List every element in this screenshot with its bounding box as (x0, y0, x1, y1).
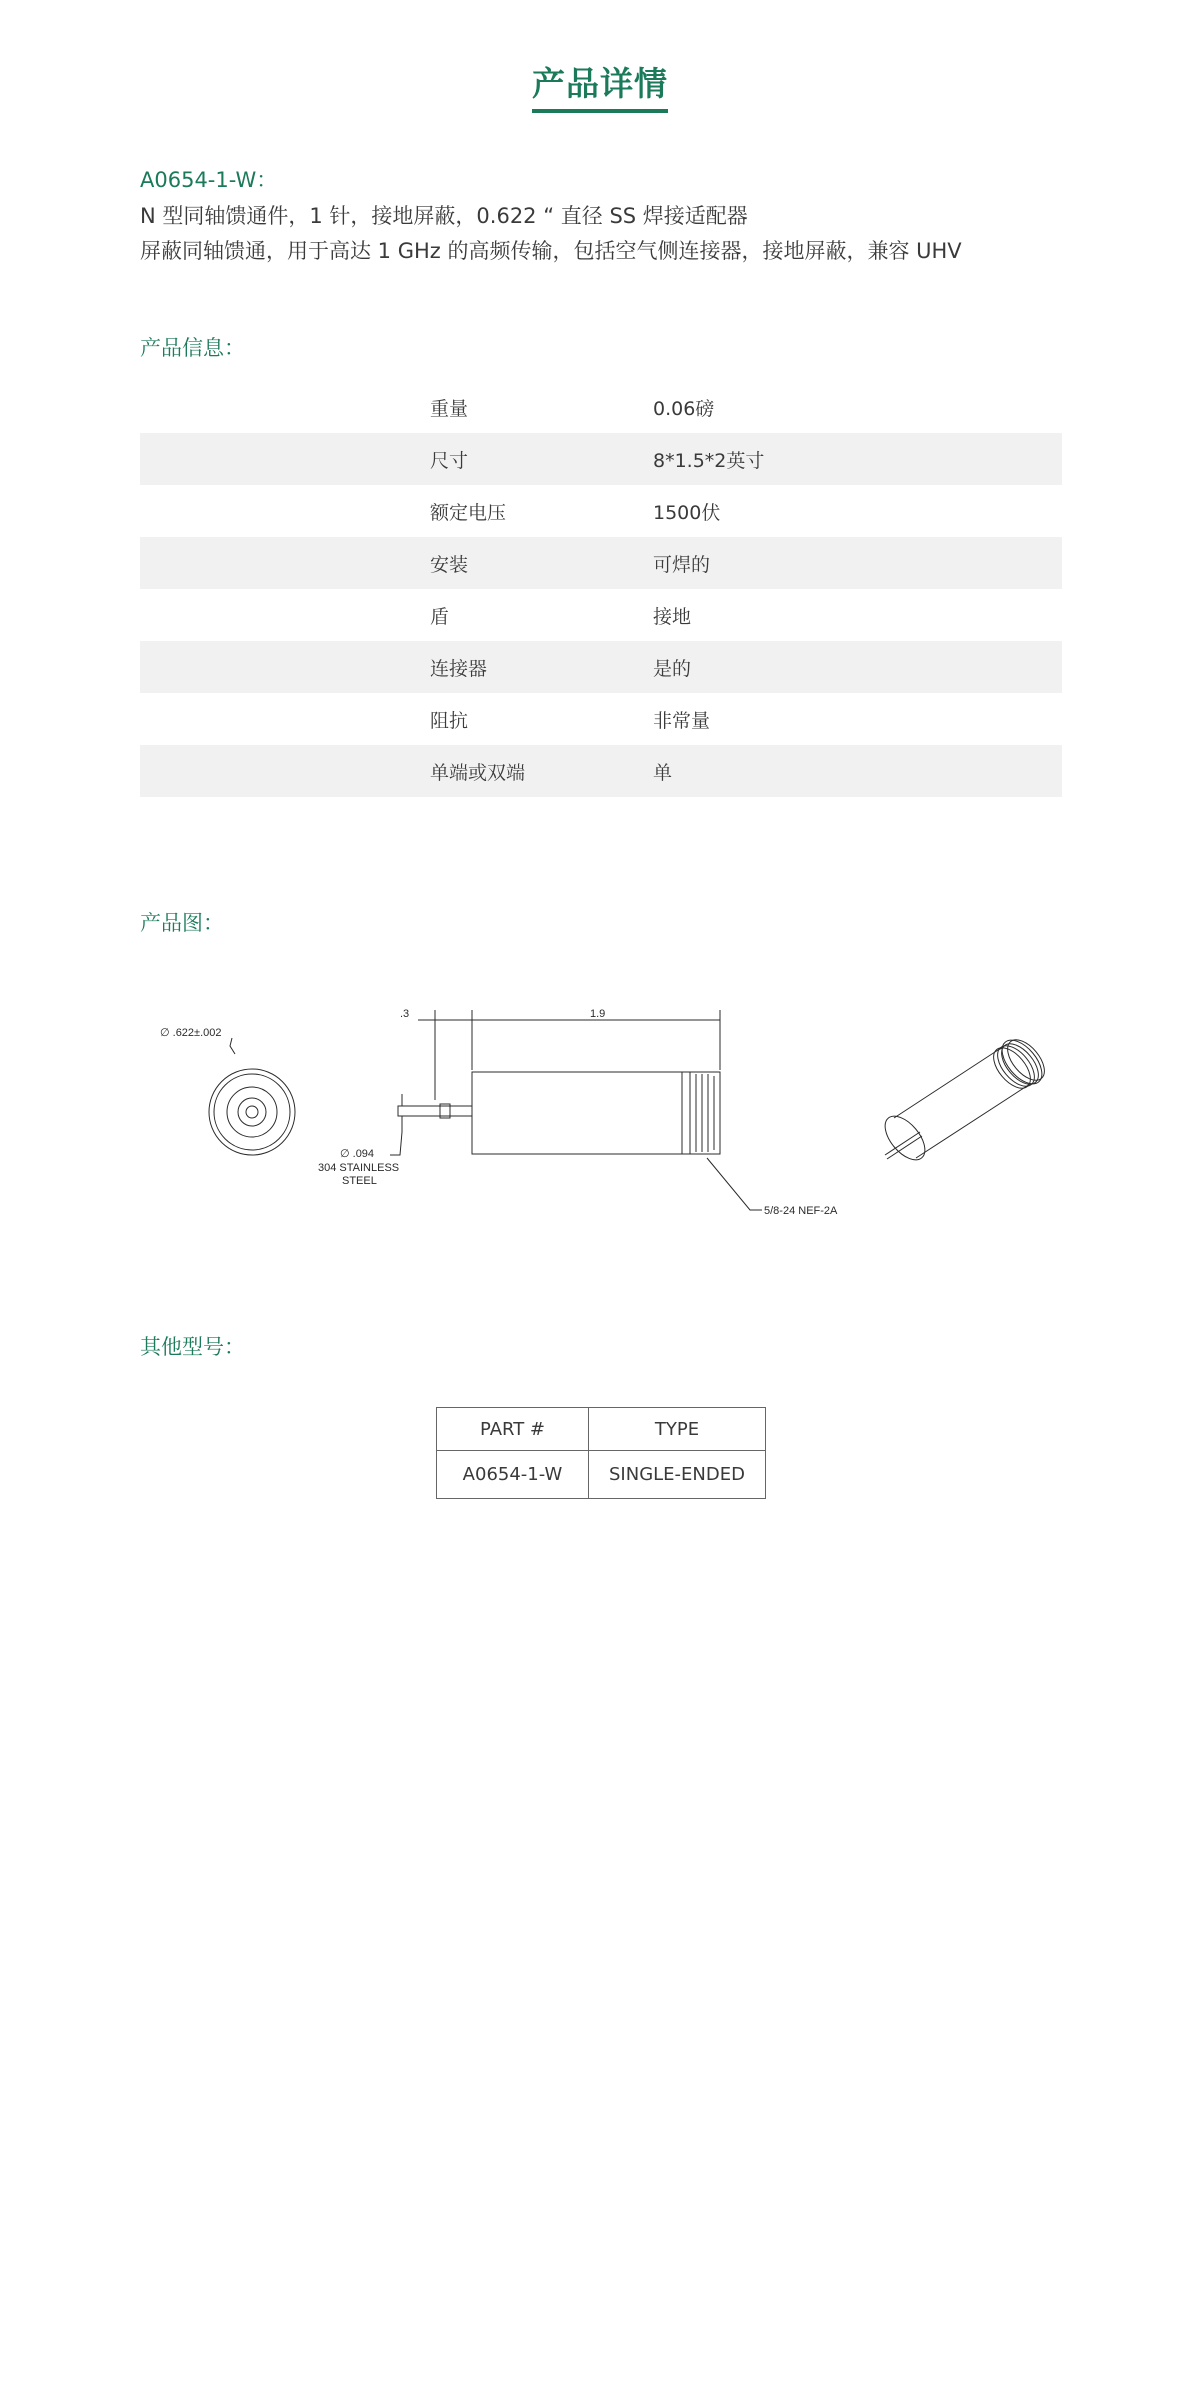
product-drawing (150, 990, 1050, 1250)
diameter-label: ∅ .622±.002 (160, 1027, 222, 1039)
column-header-part: PART # (437, 1408, 589, 1451)
spec-value: 8*1.5*2英寸 (653, 449, 765, 472)
pin-material-label: 304 STAINLESS (318, 1162, 400, 1174)
spec-key: 单端或双端 (430, 761, 526, 784)
spec-row (140, 485, 1062, 537)
spec-key: 阻抗 (430, 709, 469, 732)
description-line: N 型同轴馈通件，1 针，接地屏蔽，0.622 “ 直径 SS 焊接适配器 (140, 204, 748, 228)
part-number-cell: A0654-1-W (437, 1451, 589, 1499)
page-title-wrap (0, 58, 1200, 113)
page-title: 产品详情 (532, 58, 668, 113)
model-label: A0654-1-W： (140, 168, 278, 192)
spec-key: 盾 (430, 605, 450, 628)
models-header-row (437, 1408, 766, 1451)
type-cell: SINGLE-ENDED (589, 1451, 766, 1499)
product-info-heading: 产品信息： (140, 336, 245, 360)
spec-key: 连接器 (430, 657, 488, 680)
front-view (209, 1038, 295, 1155)
spec-row (140, 641, 1062, 693)
spec-value: 可焊的 (653, 553, 711, 576)
spec-value: 单 (653, 761, 673, 784)
spec-key: 重量 (430, 397, 469, 420)
spec-key: 额定电压 (430, 501, 507, 524)
description-line: 屏蔽同轴馈通，用于高达 1 GHz 的高频传输，包括空气侧连接器，接地屏蔽，兼容 UHV (140, 239, 962, 263)
spec-value: 是的 (653, 657, 692, 680)
pin-material-label-2: STEEL (342, 1175, 377, 1187)
spec-row (140, 381, 1062, 433)
pin-diameter-label: ∅ .094 (340, 1148, 375, 1160)
spec-row (140, 433, 1062, 485)
spec-row (140, 745, 1062, 797)
table-row (437, 1451, 766, 1499)
short-dimension-label: .3 (400, 1008, 410, 1020)
spec-value: 接地 (653, 605, 692, 628)
other-models-heading: 其他型号： (140, 1335, 245, 1359)
spec-key: 尺寸 (430, 449, 469, 472)
spec-value: 非常量 (653, 709, 711, 732)
spec-key: 安装 (430, 553, 469, 576)
thread-label: 5/8-24 NEF-2A (764, 1205, 838, 1217)
spec-row (140, 693, 1062, 745)
spec-row (140, 589, 1062, 641)
spec-table (140, 381, 1062, 797)
product-diagram-heading: 产品图： (140, 911, 224, 935)
spec-value: 0.06磅 (653, 397, 715, 420)
spec-value: 1500伏 (653, 501, 721, 524)
spec-row (140, 537, 1062, 589)
models-table (436, 1407, 766, 1499)
isometric-view (878, 1033, 1050, 1167)
side-view (390, 1010, 762, 1210)
column-header-type: TYPE (589, 1408, 766, 1451)
length-dimension-label: 1.9 (590, 1008, 606, 1020)
